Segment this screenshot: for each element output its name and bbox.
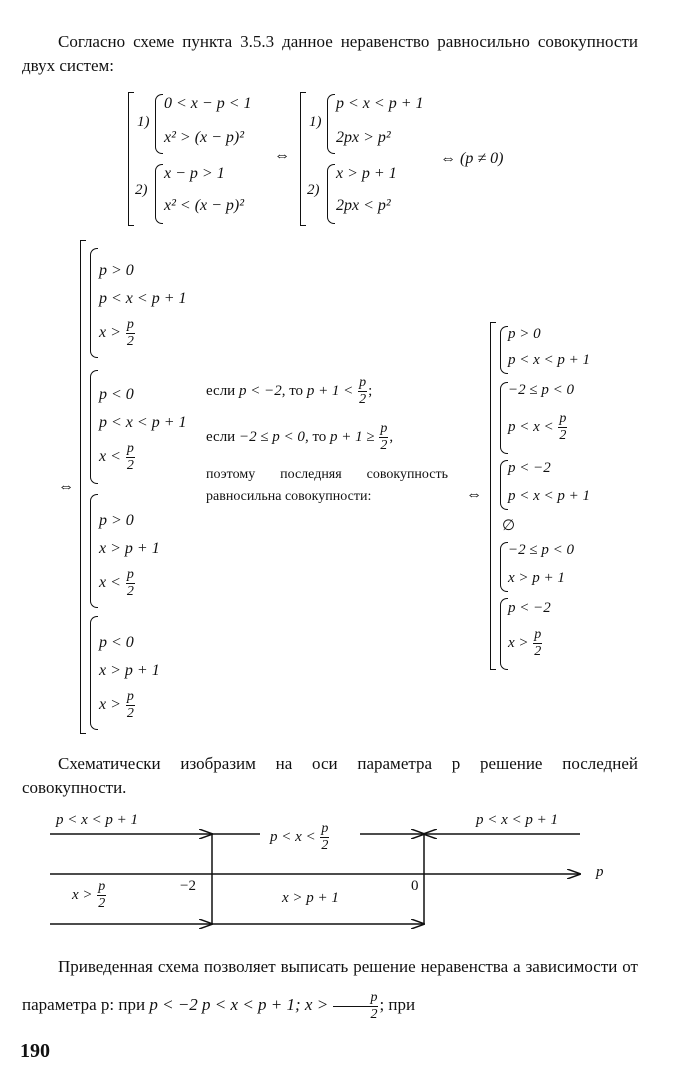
middle-equiv: ⇔ — [466, 486, 482, 503]
diagram-top-mid-den: 2 — [321, 838, 329, 853]
big-g4-c — [99, 690, 136, 721]
middle-line1-frac — [358, 376, 367, 407]
big-g1-c-num: p — [126, 317, 134, 332]
diagram-bot-left-pre: x > — [72, 886, 93, 903]
tick-minus2: −2 — [180, 878, 196, 894]
right-b1: −2 ≤ p < 0 — [508, 382, 574, 398]
big-g1-brace — [90, 248, 98, 358]
middle-line2-word: если — [206, 428, 236, 445]
right-e2-pre: x > — [508, 634, 529, 651]
right-e-brace — [500, 598, 508, 670]
big-g3-a: p > 0 — [99, 512, 134, 529]
big-g2-c-pre: x < — [99, 448, 121, 466]
big-g2-a: p < 0 — [99, 386, 134, 403]
top-right-bracket — [300, 92, 306, 226]
diagram-top-mid-frac — [320, 822, 329, 853]
conclusion-text: Приведенная схема позволяет выписать решение неравенства а зависимости от параметра p: при — [22, 957, 638, 1014]
middle-line2 — [206, 422, 393, 453]
right-e2-den: 2 — [534, 644, 542, 659]
conclusion-end: ; при — [379, 995, 416, 1014]
middle-line2-frac — [379, 422, 388, 453]
big-g2-c-den: 2 — [126, 458, 134, 473]
right-d-brace — [500, 542, 508, 592]
schema-paragraph: Схематически изобразим на оси параметра p решение последней совокупности. — [22, 754, 638, 797]
big-g3-c — [99, 568, 136, 599]
right-b-brace — [500, 382, 508, 454]
right-a1: p > 0 — [508, 326, 541, 342]
conclusion-paragraph — [22, 948, 638, 1024]
right-c-brace — [500, 460, 508, 510]
big-g1-b: p < x < p + 1 — [99, 290, 187, 307]
middle-line2-to: , то — [304, 428, 327, 445]
top-s1-b: x² > (x − p)² — [164, 129, 245, 146]
conclusion-res: p < x < p + 1; x > — [202, 995, 329, 1014]
diagram-bot-mid: x > p + 1 — [282, 890, 339, 906]
middle-line1-cond: p < −2 — [238, 382, 282, 399]
big-g1-c-den: 2 — [126, 334, 134, 349]
big-g4-c-num: p — [126, 689, 134, 704]
right-b2-pre: p < x < — [508, 418, 554, 435]
middle-line2-end: , — [389, 428, 394, 445]
right-c1: p < −2 — [508, 460, 551, 476]
top-r2-b: 2px < p² — [336, 197, 391, 214]
middle-line2-res: p + 1 ≥ — [330, 428, 375, 445]
right-a-brace — [500, 326, 508, 374]
big-g1-c-frac — [126, 318, 135, 349]
diagram-top-right: p < x < p + 1 — [476, 812, 559, 828]
right-b2-frac — [558, 412, 567, 443]
right-d2: x > p + 1 — [508, 570, 565, 586]
big-g1-a: p > 0 — [99, 262, 134, 279]
big-g4-b: x > p + 1 — [99, 662, 160, 679]
middle-line1-word: если — [206, 382, 236, 399]
right-d1: −2 ≤ p < 0 — [508, 542, 574, 558]
middle-line2-den: 2 — [380, 438, 388, 453]
conclusion-frac — [333, 991, 378, 1022]
top-r1-b: 2px > p² — [336, 129, 391, 146]
top-left-brace-2 — [155, 164, 163, 224]
page-number: 190 — [20, 1040, 50, 1062]
right-c2: p < x < p + 1 — [508, 488, 591, 504]
middle-line1-end: ; — [368, 382, 373, 399]
diagram-top-left: p < x < p + 1 — [56, 812, 139, 828]
big-g3-c-den: 2 — [126, 584, 134, 599]
middle-line1-den: 2 — [359, 392, 367, 407]
big-g3-c-num: p — [126, 567, 134, 582]
big-collection-bracket — [80, 240, 86, 734]
big-g4-a: p < 0 — [99, 634, 134, 651]
diagram-top-mid — [270, 822, 330, 853]
big-g4-brace — [90, 616, 98, 730]
top-left-bracket — [128, 92, 134, 226]
right-e1: p < −2 — [508, 600, 551, 616]
top-right-brace-1 — [327, 94, 335, 154]
big-g4-c-frac — [126, 690, 135, 721]
middle-text: поэтому последняя совокупность равносильна совокупности: — [206, 467, 448, 504]
middle-line1-res: p + 1 < — [306, 382, 354, 399]
right-b2-den: 2 — [559, 428, 567, 443]
right-e2 — [508, 628, 543, 659]
big-g2-b: p < x < p + 1 — [99, 414, 187, 431]
right-empty-set: ∅ — [502, 518, 516, 534]
big-g1-c-pre: x > — [99, 324, 121, 342]
middle-line1 — [206, 376, 372, 407]
intro-paragraph: Согласно схеме пункта 3.5.3 данное неравенство равносильно совокупности двух систем: — [22, 32, 638, 75]
big-g2-c-frac — [126, 442, 135, 473]
top-s2-a: x − p > 1 — [164, 165, 225, 182]
top-s2-b: x² < (x − p)² — [164, 197, 245, 214]
diagram-top-mid-num: p — [321, 821, 329, 836]
big-g3-c-pre: x < — [99, 574, 121, 592]
right-a2: p < x < p + 1 — [508, 352, 591, 368]
diagram-top-mid-pre: p < x < — [270, 828, 316, 845]
top-r2-label: 2) — [307, 182, 320, 198]
big-g2-brace — [90, 370, 98, 484]
top-r1-label: 1) — [309, 114, 322, 130]
big-g4-c-den: 2 — [126, 706, 134, 721]
right-b2 — [508, 412, 568, 443]
big-g3-b: x > p + 1 — [99, 540, 160, 557]
big-g3-brace — [90, 494, 98, 608]
middle-line2-num: p — [380, 421, 388, 436]
big-g4-c-pre: x > — [99, 696, 121, 714]
top-r2-a: x > p + 1 — [336, 165, 397, 182]
axis-label-p: p — [596, 864, 604, 880]
middle-line2-cond: −2 ≤ p < 0 — [238, 428, 305, 445]
top-s2-label: 2) — [135, 182, 148, 198]
big-g3-c-frac — [126, 568, 135, 599]
conclusion-cond: p < −2 — [149, 995, 198, 1014]
big-g2-c — [99, 442, 136, 473]
right-collection-bracket — [490, 322, 496, 670]
parameter-axis-diagram — [0, 812, 675, 932]
top-left-brace-1 — [155, 94, 163, 154]
middle-line1-num: p — [359, 375, 367, 390]
top-equiv-1: ⇔ — [274, 147, 290, 164]
big-g1-c — [99, 318, 136, 349]
right-e2-frac — [533, 628, 542, 659]
tick-zero: 0 — [411, 878, 419, 894]
conclusion-num: p — [333, 991, 378, 1007]
top-s1-a: 0 < x − p < 1 — [164, 95, 252, 112]
diagram-bot-left — [72, 880, 107, 911]
right-e2-num: p — [534, 627, 542, 642]
diagram-bot-left-num: p — [98, 879, 106, 894]
right-b2-num: p — [559, 411, 567, 426]
middle-line1-to: , то — [281, 382, 304, 399]
top-r1-a: p < x < p + 1 — [336, 95, 424, 112]
top-s1-label: 1) — [137, 114, 150, 130]
diagram-bot-left-frac — [97, 880, 106, 911]
big-g2-c-num: p — [126, 441, 134, 456]
big-equiv: ⇔ — [58, 478, 74, 495]
diagram-bot-left-den: 2 — [98, 896, 106, 911]
conclusion-den: 2 — [370, 1006, 378, 1022]
top-equiv-2: ⇔ (p ≠ 0) — [440, 150, 504, 167]
top-right-brace-2 — [327, 164, 335, 224]
